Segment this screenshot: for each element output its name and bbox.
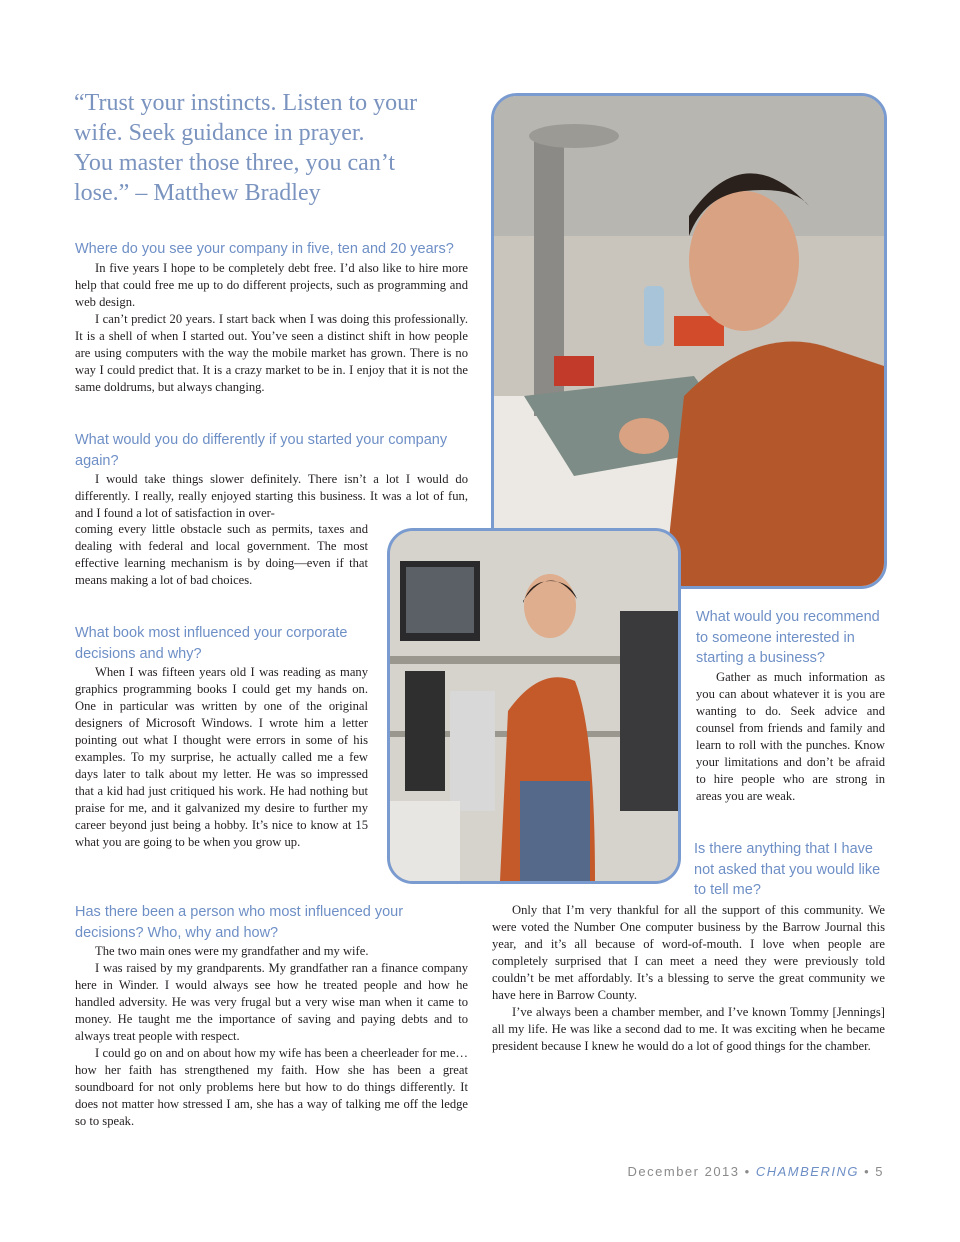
footer-magazine-name: CHAMBERING: [755, 1164, 859, 1179]
section-anything-body: [492, 902, 885, 1055]
answer-paragraph: Gather as much information as you can about whatever it is you are wanting to do. Seek advice and counsel from friends and family and learn to roll with the punches. Know your limitations and don’t be afraid to hire people who are strong in areas you are weak.: [696, 669, 885, 803]
standing-photo-illustration: [390, 531, 678, 881]
workbench-photo-illustration: [494, 96, 884, 586]
answer-paragraph: I would take things slower definitely. There isn’t a lot I would do differently. I really, really enjoyed starting this business. It was a lot of fun, and I found a lot of satisfaction in over-: [75, 472, 468, 520]
section-anything-heading: [694, 839, 885, 901]
question-heading: What would you recommend to someone interested in starting a business?: [696, 609, 880, 666]
answer-paragraph: coming every little obstacle such as permits, taxes and dealing with federal and local government. The most effective learning mechanism is by doing—even if that means making a lot of bad choices.: [75, 522, 368, 587]
answer-paragraph: Only that I’m very thankful for all the support of this community. We were voted the Number One computer business by the Barrow Journal this year, and it’s all because of word-of-mouth. I love when people are completely surprised that I can meet a need they were previously told couldn’t be met affordably. It’s a blessing to serve the great community we have here in Barrow County.: [492, 903, 885, 1002]
question-heading: Is there anything that I have not asked that you would like to tell me?: [694, 841, 881, 898]
pull-quote-line: You master those three, you can’t: [74, 150, 396, 176]
section-recommend: [696, 607, 885, 805]
answer-paragraph: The two main ones were my grandfather and my wife.: [95, 944, 369, 958]
question-heading: Has there been a person who most influenced your decisions? Who, why and how?: [75, 904, 404, 941]
section-person: [75, 902, 468, 1130]
page-number: 5: [875, 1164, 884, 1179]
question-heading: Where do you see your company in five, ten and 20 years?: [75, 241, 454, 257]
section-differently-continued: [75, 521, 368, 589]
section-differently: [75, 430, 468, 522]
photo-standing: [387, 528, 681, 884]
section-five-years: [75, 239, 468, 396]
question-heading: What book most influenced your corporate decisions and why?: [75, 625, 348, 662]
footer-separator: •: [864, 1164, 871, 1179]
pull-quote-line: lose.” – Matthew Bradley: [74, 180, 321, 206]
pull-quote-line: “Trust your instincts. Listen to your: [74, 90, 418, 116]
pull-quote: [74, 88, 484, 208]
answer-paragraph: I could go on and on about how my wife has been a cheerleader for me…how her faith has strengthened my faith. How she has been a great soundboard for not only problems here but how to do things differently. It does not matter how stressed I am, she has a way of talking me off the ledge so to speak.: [75, 1046, 468, 1128]
answer-paragraph: I can’t predict 20 years. I start back when I was doing this professionally. It is a shell of when I started out. You’ve seen a distinct shift in how people are using computers with the way the mobile market has grown. There is no way I could predict that. It is a crazy market to be in. I enjoy that it is not the same doldrums, but always changing.: [75, 311, 468, 394]
question-heading: What would you do differently if you started your company again?: [75, 432, 448, 469]
answer-paragraph: I was raised by my grandparents. My grandfather ran a finance company here in Winder. I would always see how he treated people and how he handled adversity. He was very frugal but a very wise man when it came to money. He taught me the importance of saving and paying debts and to always treat people with respect.: [75, 961, 468, 1043]
photo-workbench: [491, 93, 887, 589]
section-book: [75, 623, 368, 851]
footer-separator: •: [744, 1164, 751, 1179]
page-footer: [628, 1164, 884, 1179]
answer-paragraph: In five years I hope to be completely debt free. I’d also like to hire more help that could free me up to do different projects, such as programming and web design.: [75, 260, 468, 309]
pull-quote-line: wife. Seek guidance in prayer.: [74, 120, 365, 146]
footer-date: December 2013: [627, 1164, 740, 1179]
answer-paragraph: I’ve always been a chamber member, and I’ve known Tommy [Jennings] all my life. He was like a second dad to me. It was exciting when he became president because I knew he would do a lot of good things for the chamber.: [492, 1005, 885, 1053]
answer-paragraph: When I was fifteen years old I was reading as many graphics programming books I could get my hands on. One in particular was written by one of the original designers of Microsoft Windows. I wrote him a letter pointing out what I thought were errors in some of his examples. To my surprise, he actually called me a few days later to talk about my letter. He was so impressed that a kid had just critiqued his work. He had nothing but praise for me, and it galvanized my desire to further my career beyond just being a hobby. It’s nice to know at 15 what you are going to be when you grow up.: [75, 665, 368, 849]
